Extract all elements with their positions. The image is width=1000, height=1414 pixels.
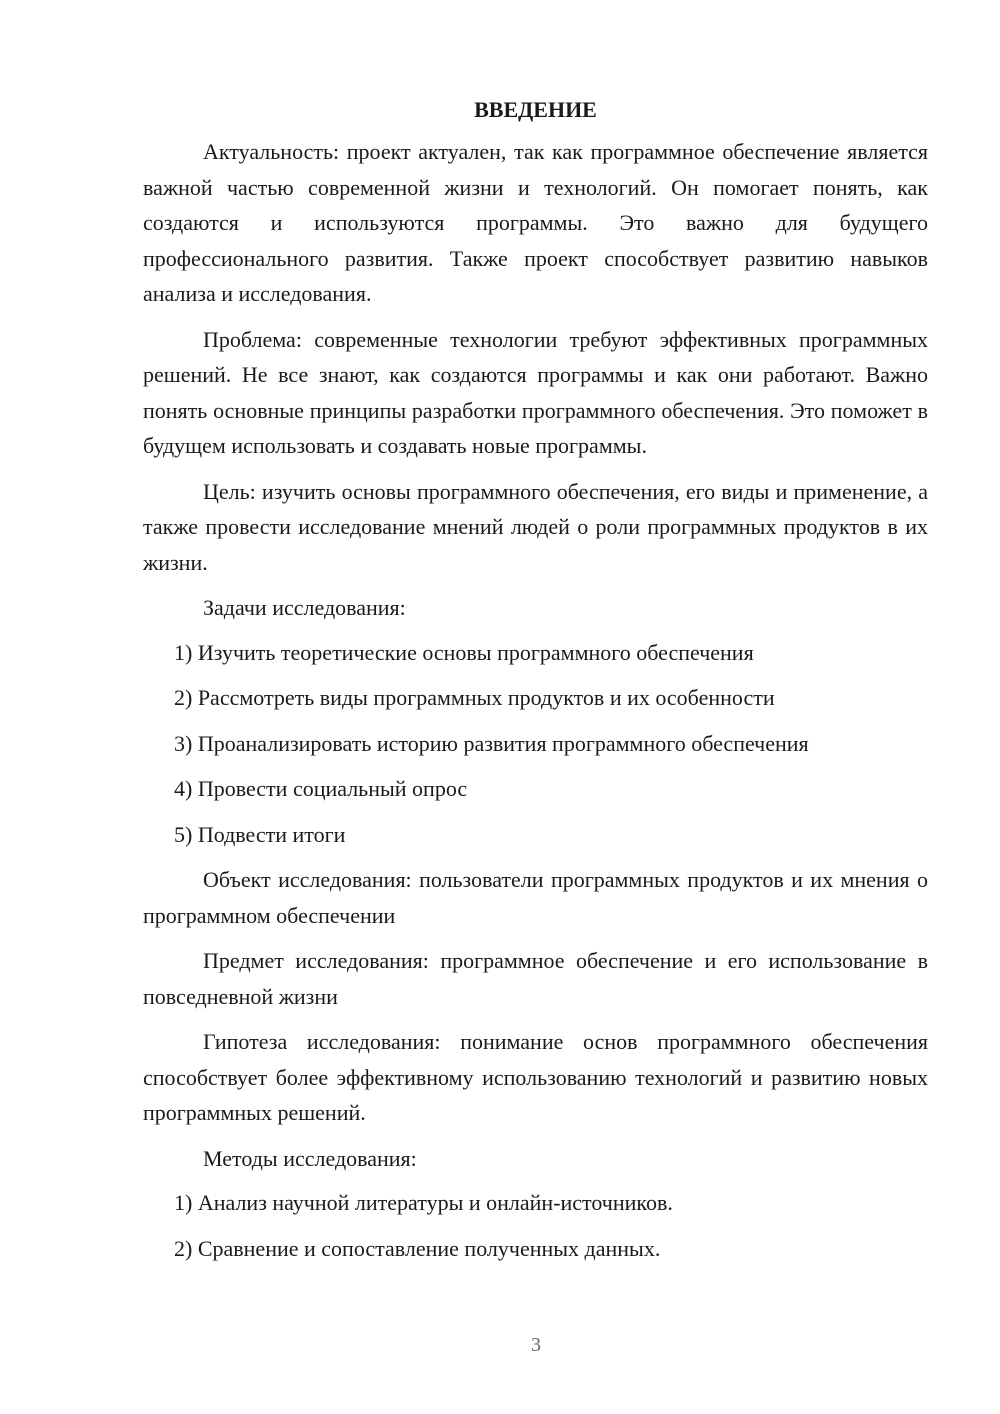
method-item: 2) Сравнение и сопоставление полученных данных. [174, 1235, 661, 1261]
tasks-list [143, 635, 928, 853]
tasks-heading: Задачи исследования: [203, 595, 406, 620]
methods-list [143, 1185, 928, 1266]
task-item: 2) Рассмотреть виды программных продуктов и их особенности [174, 685, 775, 710]
method-item: 1) Анализ научной литературы и онлайн-источников. [174, 1190, 673, 1215]
section-title: ВВЕДЕНИЕ [474, 97, 597, 122]
object-paragraph: Объект исследования: пользователи программных продуктов и их мнения о программном обеспечении [143, 867, 928, 928]
relevance-paragraph: Актуальность: проект актуален, так как программное обеспечение является важной частью современной жизни и технологий. Он помогает понять, как создаются и используются программы. Это важно для будущего профессионального развития. Также проект способствует развитию навыков анализа и исследования. [143, 139, 928, 306]
subject-paragraph: Предмет исследования: программное обеспечение и его использование в повседневной жизни [143, 948, 928, 1009]
task-item: 3) Проанализировать историю развития программного обеспечения [174, 730, 809, 756]
page-number: 3 [531, 1334, 541, 1356]
document-page [143, 90, 928, 1276]
task-item: 1) Изучить теоретические основы программного обеспечения [174, 639, 754, 665]
task-item: 4) Провести социальный опрос [174, 776, 468, 801]
hypothesis-paragraph: Гипотеза исследования: понимание основ программного обеспечения способствует более эффективному использованию технологий и развитию новых программных решений. [143, 1029, 928, 1125]
problem-paragraph: Проблема: современные технологии требуют эффективных программных решений. Не все знают, как создаются программы и как они работают. Важно понять основные принципы разработки программного обеспечения. Это поможет в будущем использовать и создавать новые программы. [143, 326, 928, 458]
methods-heading: Методы исследования: [203, 1145, 417, 1171]
goal-paragraph: Цель: изучить основы программного обеспечения, его виды и применение, а также провести исследование мнений людей о роли программных продуктов в их жизни. [143, 478, 928, 575]
task-item: 5) Подвести итоги [174, 821, 346, 847]
